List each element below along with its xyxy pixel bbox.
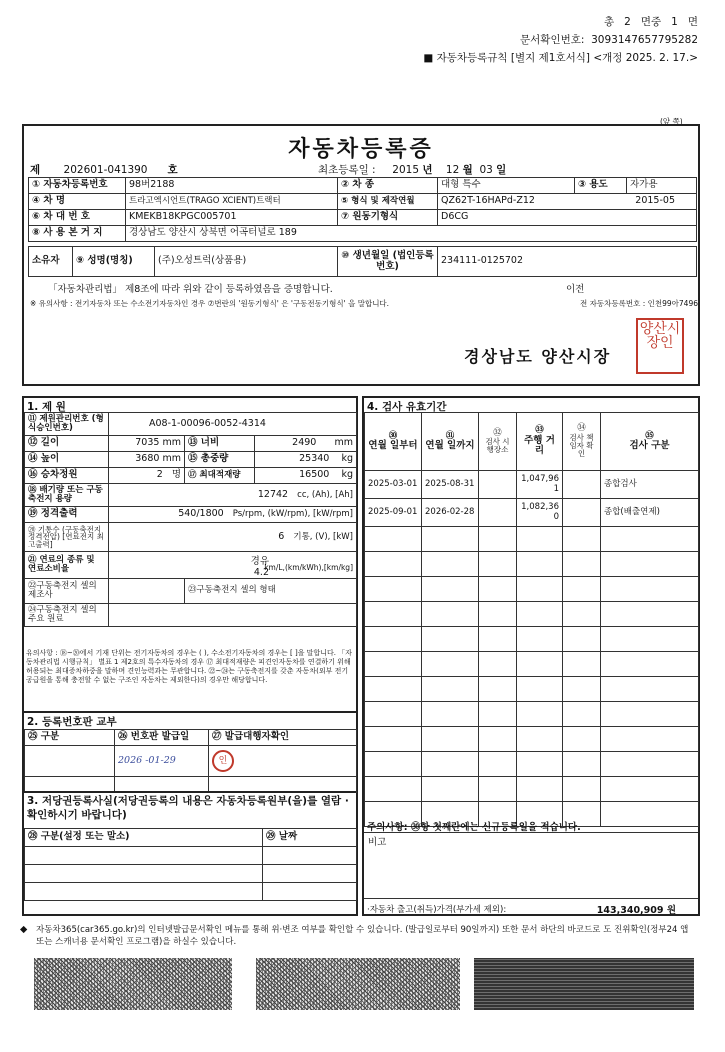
registration-number: 제 202601-041390 호 [30, 164, 178, 176]
vin-value: KMEKB18KPGC005701 [126, 210, 338, 226]
inspection-col-sign: ㉞ 검사 책임자 확인 [563, 413, 601, 471]
plate-issue-date: 2026 -01-29 [115, 746, 209, 777]
model-label: ⑤ 형식 및 제작연월 [338, 194, 438, 210]
battery-material-label: ㉔구동축전지 셀의 주요 원료 [25, 604, 109, 627]
certify-note: ※ 유의사항 : 전기자동차 또는 수소전기자동차인 경우 ⑦번란의 '원동기형식' 은 '구동전동기형식' 을 말합니다. [30, 299, 390, 308]
width-label: ⑬ 너비 [185, 436, 255, 452]
spec-note: 유의사항 : ⑱~⑳에서 기재 단위는 전기자동차의 경우는 ( ), 수소전기자동차의 경우는 [ ]을 말합니다. 「자동차관리법 시행규칙」 별표 1 제2호의 특수자동차의 경우 ⑰ 최대적재량은 피견인자동차를 연결하기 위해 허용되는 최대증차하중을 말하며 견인능력과는 무관합니다. ㉒~㉔는 구동축전지를 갖춘 자동차(외부 전기공급원을 통해 충전할 수 없는 구조인 자동차는 제외한다)의 경우만 해당합니다. [26, 649, 352, 685]
certify-text: 「자동차관리법」 제8조에 따라 위와 같이 등록하였음을 증명합니다. [48, 284, 333, 295]
height-value: 3680 mm [109, 452, 185, 468]
footer-note: 자동차365(car365.go.kr)의 인터넷발급문서확인 메뉴를 통해 위·변조 여부를 확인할 수 있습니다. (발급일로부터 90일까지) 또한 문서 하단의 바코드로 도 진위확인(정부24 앱 또는 스캐너용 문서확인 프로그램)을 하실수 있습니다. [36, 925, 689, 948]
document-title: 자동차등록증 [288, 137, 434, 162]
price-label: ·자동차 출고(취득)가격(부가세 제외): [367, 905, 507, 915]
payload-value: 16500 kg [255, 468, 357, 484]
basic-info-table [28, 177, 697, 242]
plate-issue-agent-label: ㉗ 발급대행자확인 [209, 730, 357, 746]
mgmt-value: A08-1-00096-0052-4314 [109, 413, 357, 436]
owner-id-value: 234111-0125702 [438, 247, 697, 277]
gross-weight-label: ⑮ 총중량 [185, 452, 255, 468]
inspection-col-to: ㉛ 연월 일까지 [422, 413, 479, 471]
mortgage-table [24, 828, 357, 901]
footer-bullet-icon: ◆ [20, 924, 28, 935]
divider [24, 711, 356, 713]
battery-maker-value [109, 579, 185, 604]
rule-reference: ■ 자동차등록규칙 [별지 제1호서식] <개정 2025. 2. 17.> [423, 52, 698, 64]
model-value: QZ62T-16HAPd-Z12 2015-05 [438, 194, 697, 210]
owner-name-value: (주)오성트럭(상품용) [155, 247, 338, 277]
spec-table [24, 412, 357, 627]
fuel-value: 경유 4.2 km/L,(km/kWh),[km/kg] [109, 552, 357, 579]
inspection-col-km: ㉝ 주행 거리 [517, 413, 563, 471]
power-label: ⑲ 정격출력 [25, 507, 109, 523]
security-barcode-1 [34, 958, 232, 1010]
car-name-label: ④ 차 명 [29, 194, 126, 210]
inspection-col-kind: ㉟ 검사 구분 [601, 413, 699, 471]
plate-issue-section-title: 2. 등록번호판 교부 [27, 716, 117, 728]
power-value: 540/1800 Ps/rpm, (kW/rpm), [kW/rpm] [109, 507, 357, 523]
official-seal-stamp: 양산시장인 [636, 318, 684, 374]
use-label: ③ 용도 [575, 178, 627, 194]
owner-table [28, 246, 697, 277]
plate-issue-table [24, 729, 357, 793]
inspection-section-title: 4. 검사 유효기간 [367, 401, 447, 413]
battery-maker-label: ㉒구동축전지 셀의 제조사 [25, 579, 109, 604]
security-barcode-3 [474, 958, 694, 1010]
plate-value: 98버2188 [126, 178, 338, 194]
inspection-caution: 주의사항: ㉚항 첫째란에는 신규등록일을 적습니다. [367, 822, 581, 833]
page-count: 총 2 면중 1 면 [603, 16, 698, 28]
length-value: 7035 mm [109, 436, 185, 452]
seats-label: ⑯ 승차정원 [25, 468, 109, 484]
mortgage-kind-label: ㉘ 구분(설정 또는 말소) [25, 829, 263, 847]
width-value: 2490 mm [255, 436, 357, 452]
mgmt-label: ⑪ 제원관리번호 (형식승인번호) [25, 413, 109, 436]
remarks-label: 비고 [368, 837, 387, 848]
spec-section-title: 1. 제 원 [27, 401, 66, 413]
location-label: ⑧ 사 용 본 거 지 [29, 226, 126, 242]
issuer-name: 경상남도 양산시장 [464, 347, 612, 366]
page-side-label: (앞 쪽) [660, 117, 683, 126]
spec-panel [22, 396, 358, 916]
security-barcode-2 [256, 958, 460, 1010]
battery-material-value [109, 604, 357, 627]
mortgage-section-title: 3. 저당권등록사실(저당권등록의 내용은 자동차등록원부(을)를 열람 · 확인하시기 바랍니다) [27, 795, 349, 822]
owner-label: 소유자 [29, 247, 73, 277]
engine-value: D6CG [438, 210, 697, 226]
mortgage-date-label: ㉙ 날짜 [263, 829, 357, 847]
car-type-label: ② 차 종 [338, 178, 438, 194]
payload-label: ⑰ 최대적재량 [185, 468, 255, 484]
cylinder-value: 6 기통, (V), [kW] [109, 523, 357, 552]
owner-id-label: ⑩ 생년월일 (법인등록번호) [338, 247, 438, 277]
model-date: 2015-05 [635, 195, 675, 207]
displacement-label: ⑱ 배기량 또는 구동축전지 용량 [25, 484, 109, 507]
prev-label: 이전 [566, 284, 585, 295]
certificate-top-box [22, 124, 700, 386]
inspection-table [364, 412, 699, 827]
length-label: ⑫ 길이 [25, 436, 109, 452]
divider [24, 791, 356, 793]
plate-issue-kind-label: ㉕ 구분 [25, 730, 115, 746]
height-label: ⑭ 높이 [25, 452, 109, 468]
table-row: 2025-09-01 2026-02-28 1,082,360 종합(배출연제) [365, 499, 699, 527]
agent-seal-stamp: 인 [212, 750, 234, 772]
owner-name-label: ⑨ 성명(명칭) [73, 247, 155, 277]
displacement-value: 12742 cc, (Ah), [Ah] [109, 484, 357, 507]
first-registration-date: 최초등록일 : 2015 년 12 월 03 일 [318, 164, 507, 176]
plate-issue-date-label: ㉖ 번호판 발급일 [115, 730, 209, 746]
inspection-panel [362, 396, 700, 916]
vin-label: ⑥ 차 대 번 호 [29, 210, 126, 226]
fuel-label: ㉑ 연료의 종류 및 연료소비율 [25, 552, 109, 579]
previous-registration: 전 자동차등록번호 : 인천99아7496 [579, 299, 698, 308]
location-value: 경상남도 양산시 상북면 어곡터널로 189 [126, 226, 697, 242]
car-type-value: 대형 특수 [438, 178, 575, 194]
gross-weight-value: 25340 kg [255, 452, 357, 468]
cylinder-label: ⑳ 기통수 (구동축전지정격전압) [연료전지 최고출력] [25, 523, 109, 552]
inspection-col-from: ㉚ 연월 일부터 [365, 413, 422, 471]
car-name-value: 트라고엑시언트(TRAGO XCIENT)트랙터 [126, 194, 338, 210]
inspection-col-place: ㉜ 검사 시행장소 [479, 413, 517, 471]
seats-value: 2 명 [109, 468, 185, 484]
plate-label: ① 자동차등록번호 [29, 178, 126, 194]
battery-shape-label: ㉓구동축전지 셀의 형태 [185, 579, 357, 604]
engine-label: ⑦ 원동기형식 [338, 210, 438, 226]
doc-confirm-number: 문서확인번호: 3093147657795282 [520, 34, 698, 46]
price-value: 143,340,909 원 [596, 905, 676, 916]
table-row: 2025-03-01 2025-08-31 1,047,961 종합검사 [365, 471, 699, 499]
use-value: 자가용 [627, 178, 697, 194]
